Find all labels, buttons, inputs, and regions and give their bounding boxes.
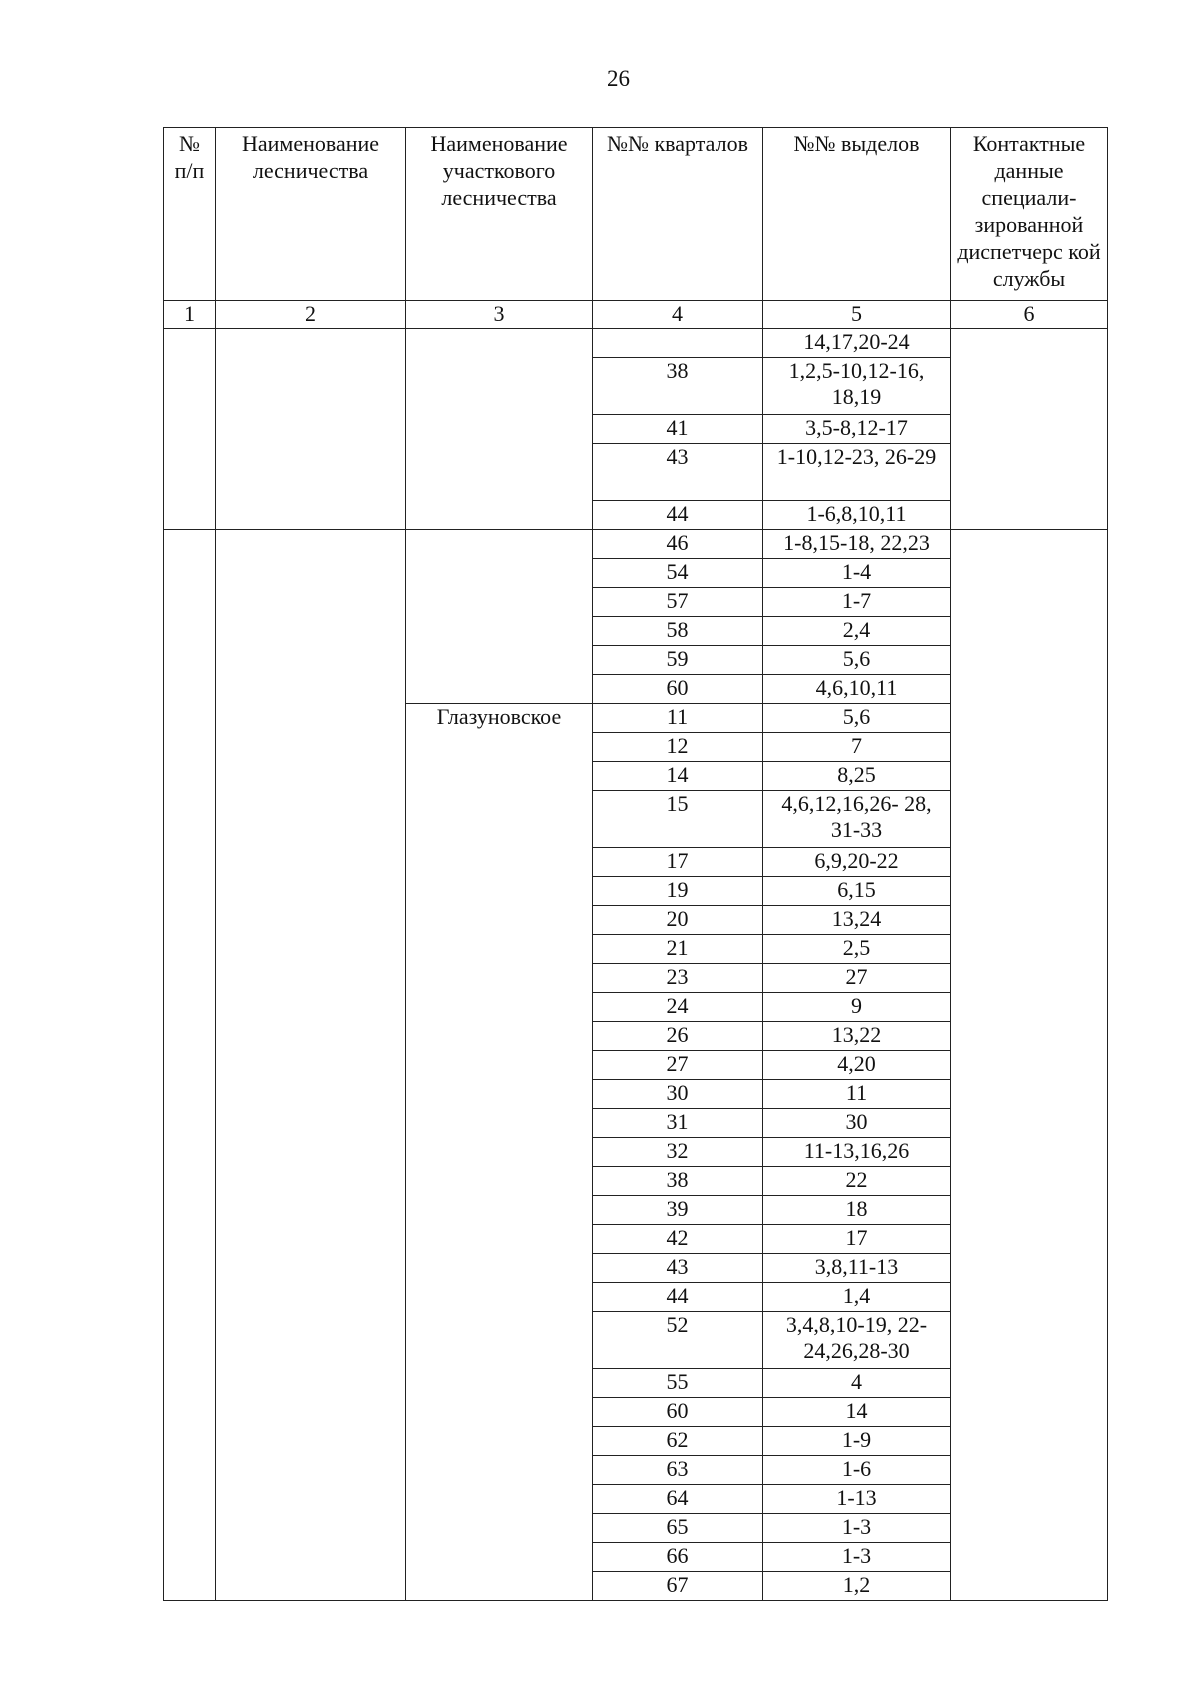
kvartal-cell: 15	[593, 791, 763, 848]
kvartal-cell: 38	[593, 1167, 763, 1196]
kvartal-cell: 54	[593, 559, 763, 588]
vydely-cell: 1-10,12-23, 26-29	[763, 444, 951, 501]
kvartal-cell: 23	[593, 964, 763, 993]
vydely-cell: 1-3	[763, 1543, 951, 1572]
kvartal-cell: 64	[593, 1485, 763, 1514]
vydely-cell: 5,6	[763, 704, 951, 733]
vydely-cell: 3,5-8,12-17	[763, 415, 951, 444]
kvartal-cell: 32	[593, 1138, 763, 1167]
column-number: 4	[593, 301, 763, 329]
kvartal-cell: 59	[593, 646, 763, 675]
contacts-cell	[951, 530, 1108, 1601]
vydely-cell: 18	[763, 1196, 951, 1225]
kvartal-cell: 14	[593, 762, 763, 791]
kvartal-cell: 43	[593, 444, 763, 501]
vydely-cell: 11	[763, 1080, 951, 1109]
kvartal-cell: 67	[593, 1572, 763, 1601]
vydely-cell: 4,20	[763, 1051, 951, 1080]
lesnichestvo-cell	[216, 530, 406, 1601]
vydely-cell: 1-6,8,10,11	[763, 501, 951, 530]
kvartal-cell: 11	[593, 704, 763, 733]
column-number: 5	[763, 301, 951, 329]
table-row	[164, 530, 1108, 559]
page-number: 26	[607, 66, 630, 91]
kvartal-cell: 30	[593, 1080, 763, 1109]
vydely-cell: 13,24	[763, 906, 951, 935]
column-number: 6	[951, 301, 1108, 329]
vydely-cell: 14	[763, 1398, 951, 1427]
kvartal-cell: 44	[593, 1283, 763, 1312]
header-contacts: Контактные данные специали-зированной диспетчерс кой службы	[951, 128, 1108, 301]
table-row	[164, 329, 1108, 358]
kvartal-cell: 26	[593, 1022, 763, 1051]
kvartal-cell: 57	[593, 588, 763, 617]
kvartal-cell: 21	[593, 935, 763, 964]
vydely-cell: 1-7	[763, 588, 951, 617]
vydely-cell: 11-13,16,26	[763, 1138, 951, 1167]
kvartal-cell: 27	[593, 1051, 763, 1080]
vydely-cell: 1-8,15-18, 22,23	[763, 530, 951, 559]
vydely-cell: 30	[763, 1109, 951, 1138]
vydely-cell: 6,9,20-22	[763, 848, 951, 877]
forestry-table	[163, 127, 1108, 1601]
kvartal-cell: 42	[593, 1225, 763, 1254]
vydely-cell: 13,22	[763, 1022, 951, 1051]
vydely-cell: 1,2	[763, 1572, 951, 1601]
kvartal-cell: 46	[593, 530, 763, 559]
header-lesnichestvo: Наименование лесничества	[216, 128, 406, 301]
kvartal-cell: 19	[593, 877, 763, 906]
vydely-cell: 14,17,20-24	[763, 329, 951, 358]
vydely-cell: 1-9	[763, 1427, 951, 1456]
column-number: 2	[216, 301, 406, 329]
vydely-cell: 5,6	[763, 646, 951, 675]
number-cell	[164, 329, 216, 530]
vydely-cell: 1-13	[763, 1485, 951, 1514]
kvartal-cell: 60	[593, 1398, 763, 1427]
vydely-cell: 6,15	[763, 877, 951, 906]
kvartal-cell: 63	[593, 1456, 763, 1485]
uchastkovoe-cell	[406, 329, 593, 530]
kvartal-cell: 52	[593, 1312, 763, 1369]
vydely-cell: 2,5	[763, 935, 951, 964]
uchastkovoe-cell	[406, 530, 593, 704]
vydely-cell: 17	[763, 1225, 951, 1254]
kvartal-cell: 12	[593, 733, 763, 762]
kvartal-cell: 38	[593, 358, 763, 415]
kvartal-cell: 44	[593, 501, 763, 530]
vydely-cell: 1,4	[763, 1283, 951, 1312]
kvartal-cell	[593, 329, 763, 358]
vydely-cell: 7	[763, 733, 951, 762]
vydely-cell: 9	[763, 993, 951, 1022]
vydely-cell: 3,4,8,10-19, 22-24,26,28-30	[763, 1312, 951, 1369]
vydely-cell: 4,6,10,11	[763, 675, 951, 704]
kvartal-cell: 24	[593, 993, 763, 1022]
kvartal-cell: 58	[593, 617, 763, 646]
lesnichestvo-cell	[216, 329, 406, 530]
header-number: № п/п	[164, 128, 216, 301]
kvartal-cell: 60	[593, 675, 763, 704]
vydely-cell: 22	[763, 1167, 951, 1196]
kvartal-cell: 55	[593, 1369, 763, 1398]
kvartal-cell: 39	[593, 1196, 763, 1225]
number-cell	[164, 530, 216, 1601]
vydely-cell: 4,6,12,16,26- 28, 31-33	[763, 791, 951, 848]
kvartal-cell: 20	[593, 906, 763, 935]
vydely-cell: 27	[763, 964, 951, 993]
kvartal-cell: 43	[593, 1254, 763, 1283]
column-number: 1	[164, 301, 216, 329]
kvartal-cell: 65	[593, 1514, 763, 1543]
vydely-cell: 2,4	[763, 617, 951, 646]
header-vydely: №№ выделов	[763, 128, 951, 301]
kvartal-cell: 31	[593, 1109, 763, 1138]
vydely-cell: 8,25	[763, 762, 951, 791]
column-number: 3	[406, 301, 593, 329]
vydely-cell: 1,2,5-10,12-16, 18,19	[763, 358, 951, 415]
header-uchastkovoe: Наименование участкового лесничества	[406, 128, 593, 301]
kvartal-cell: 41	[593, 415, 763, 444]
contacts-cell	[951, 329, 1108, 530]
uchastkovoe-name-glazunovskoe: Глазуновское	[406, 704, 593, 1601]
vydely-cell: 4	[763, 1369, 951, 1398]
header-row	[164, 128, 1108, 301]
kvartal-cell: 62	[593, 1427, 763, 1456]
vydely-cell: 3,8,11-13	[763, 1254, 951, 1283]
vydely-cell: 1-3	[763, 1514, 951, 1543]
header-kvartaly: №№ кварталов	[593, 128, 763, 301]
vydely-cell: 1-4	[763, 559, 951, 588]
kvartal-cell: 66	[593, 1543, 763, 1572]
vydely-cell: 1-6	[763, 1456, 951, 1485]
kvartal-cell: 17	[593, 848, 763, 877]
column-number-row	[164, 301, 1108, 329]
